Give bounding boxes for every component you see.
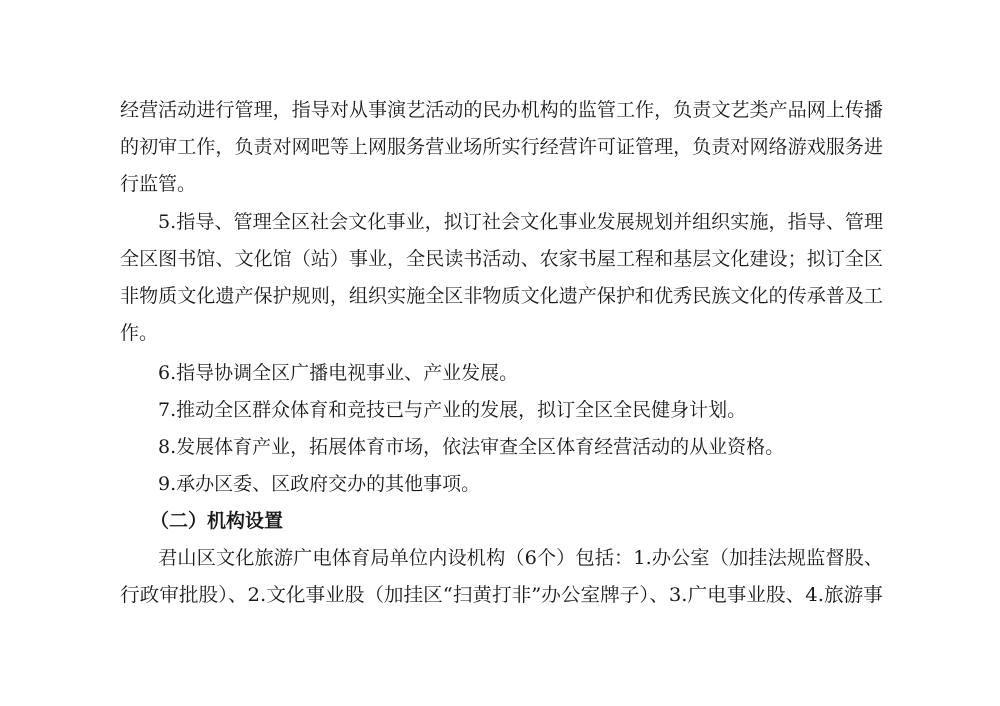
paragraph-line: 行监管。 — [120, 173, 197, 195]
paragraph-line: 行政审批股）、2.文化事业股（加挂区“扫黄打非”办公室牌子）、3.广电事业股、4.旅游事 — [120, 584, 883, 606]
section-heading: （二）机构设置 — [150, 510, 284, 532]
paragraph-line: 5.指导、管理全区社会文化事业，拟订社会文化事业发展规划并组织实施，指导、管理 — [158, 211, 884, 233]
paragraph-line: 经营活动进行管理，指导对从事演艺活动的民办机构的监管工作，负责文艺类产品网上传播 — [120, 99, 884, 121]
paragraph-line: 8.发展体育产业，拓展体育市场，依法审查全区体育经营活动的从业资格。 — [158, 436, 785, 458]
paragraph-line: 6.指导协调全区广播电视事业、产业发展。 — [158, 362, 519, 384]
paragraph-line: 君山区文化旅游广电体育局单位内设机构（6个）包括：1.办公室（加挂法规监督股、 — [158, 547, 884, 569]
paragraph-line: 的初审工作，负责对网吧等上网服务营业场所实行经营许可证管理，负责对网络游戏服务进 — [120, 136, 884, 158]
paragraph-line: 9.承办区委、区政府交办的其他事项。 — [158, 473, 481, 495]
paragraph-line: 全区图书馆、文化馆（站）事业，全民读书活动、农家书屋工程和基层文化建设；拟订全区 — [120, 248, 884, 270]
paragraph-line: 非物质文化遗产保护规则，组织实施全区非物质文化遗产保护和优秀民族文化的传承普及工 — [120, 285, 884, 307]
paragraph-line: 作。 — [120, 322, 159, 344]
paragraph-line: 7.推动全区群众体育和竞技已与产业的发展，拟订全区全民健身计划。 — [158, 399, 747, 421]
